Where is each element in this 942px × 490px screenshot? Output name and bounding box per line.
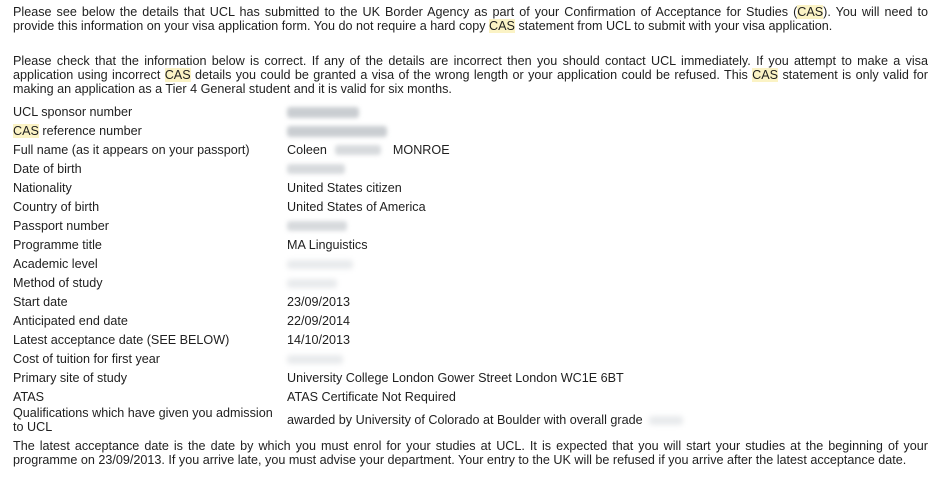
text-segment: Method of study <box>13 275 103 290</box>
redacted-value <box>649 416 683 425</box>
cas-search-highlight: CAS <box>752 68 779 82</box>
text-segment: Coleen <box>287 142 327 157</box>
table-row-country-of-birth <box>13 197 928 216</box>
row-value <box>287 333 928 347</box>
table-row-ucl-sponsor-number <box>13 102 928 121</box>
row-label <box>13 390 287 404</box>
row-label <box>13 371 287 385</box>
table-row-programme-title <box>13 235 928 254</box>
text-segment: ATAS Certificate Not Required <box>287 389 456 404</box>
table-row-primary-site-of-study <box>13 368 928 387</box>
row-value <box>287 105 928 119</box>
text-segment: statement is only valid for making an application as a Tier 4 General student and it is valid for six months. <box>13 68 928 96</box>
text-segment: United States of America <box>287 199 426 214</box>
redacted-value <box>287 355 343 364</box>
intro-paragraph <box>13 5 928 33</box>
text-segment: Qualifications which have given you admission to UCL <box>13 406 273 434</box>
text-segment: Nationality <box>13 180 72 195</box>
text-segment: Academic level <box>13 256 98 271</box>
row-label <box>13 200 287 214</box>
text-segment: statement from UCL to submit with your visa application. <box>514 19 833 33</box>
row-label <box>13 219 287 233</box>
row-label <box>13 352 287 366</box>
row-label <box>13 181 287 195</box>
row-value <box>287 162 928 176</box>
redacted-value <box>287 126 387 137</box>
row-label <box>13 406 287 434</box>
table-row-cas-reference-number <box>13 121 928 140</box>
text-segment: awarded by University of Colorado at Boulder with overall grade <box>287 413 643 427</box>
table-row-qualifications <box>13 406 928 434</box>
row-value <box>287 143 928 157</box>
table-row-passport-number <box>13 216 928 235</box>
row-value <box>287 200 928 214</box>
text-segment: Date of birth <box>13 161 82 176</box>
redacted-value <box>287 164 345 174</box>
table-row-method-of-study <box>13 273 928 292</box>
text-segment: The latest acceptance date is the date by which you must enrol for your studies at UCL. It is expected that you will start your studies at the beginning of your programme on 23/09/2013. If you arrive late, you must advise your department. Your entry to the UK will be refused if you arrive after the latest acceptance date. <box>13 439 928 467</box>
text-segment: reference number <box>38 123 142 138</box>
text-segment: Primary site of study <box>13 370 128 385</box>
text-segment: Country of birth <box>13 199 100 214</box>
text-segment: Full name (as it appears on your passport) <box>13 142 250 157</box>
cas-search-highlight: CAS <box>797 5 824 19</box>
row-value <box>287 314 928 328</box>
text-segment: Please check that the information below is correct. If any of the details are incorrect then you should contact UCL immediately. If you attempt to make a visa application using incorrect <box>13 54 928 82</box>
row-value <box>287 371 928 385</box>
row-label <box>13 124 287 138</box>
text-segment: United States citizen <box>287 180 402 195</box>
row-value <box>287 124 928 138</box>
text-segment: Programme title <box>13 237 102 252</box>
table-row-nationality <box>13 178 928 197</box>
redacted-value <box>287 260 353 269</box>
table-row-atas <box>13 387 928 406</box>
row-label <box>13 105 287 119</box>
latest-acceptance-paragraph <box>13 439 928 467</box>
cas-search-highlight: CAS <box>13 123 39 138</box>
row-label <box>13 257 287 271</box>
row-value <box>287 352 928 366</box>
row-value <box>287 413 928 427</box>
row-value <box>287 238 928 252</box>
text-segment: ). You will need to provide this information on your visa application form. You do not require a hard copy <box>13 5 928 33</box>
text-segment: Please see below the details that UCL has submitted to the UK Border Agency as part of your Confirmation of Acceptance for Studies ( <box>13 5 798 19</box>
text-segment: details you could be granted a visa of the wrong length or your application could be refused. This <box>190 68 753 82</box>
row-label <box>13 162 287 176</box>
table-row-cost-of-tuition <box>13 349 928 368</box>
row-value <box>287 276 928 290</box>
row-label <box>13 238 287 252</box>
row-value <box>287 219 928 233</box>
row-value <box>287 181 928 195</box>
text-segment: MA Linguistics <box>287 237 368 252</box>
row-label <box>13 276 287 290</box>
text-segment: 23/09/2013 <box>287 294 351 309</box>
row-value <box>287 257 928 271</box>
cas-details-table <box>13 102 928 434</box>
text-segment: 14/10/2013 <box>287 332 351 347</box>
redacted-value <box>287 279 337 288</box>
text-segment: ATAS <box>13 389 45 404</box>
text-segment: Cost of tuition for first year <box>13 351 160 366</box>
text-segment: Latest acceptance date (SEE BELOW) <box>13 332 230 347</box>
cas-search-highlight: CAS <box>164 68 191 82</box>
text-segment: Passport number <box>13 218 109 233</box>
text-segment: UCL sponsor number <box>13 104 133 119</box>
cas-search-highlight: CAS <box>489 19 515 33</box>
check-information-paragraph <box>13 54 928 96</box>
redacted-value <box>287 107 359 118</box>
table-row-anticipated-end-date <box>13 311 928 330</box>
row-value <box>287 390 928 404</box>
text-segment: Start date <box>13 294 68 309</box>
row-label <box>13 295 287 309</box>
table-row-full-name <box>13 140 928 159</box>
table-row-academic-level <box>13 254 928 273</box>
row-label <box>13 333 287 347</box>
redacted-value <box>287 221 347 231</box>
text-segment: MONROE <box>392 142 450 157</box>
table-row-date-of-birth <box>13 159 928 178</box>
row-value <box>287 295 928 309</box>
text-segment: University College London Gower Street London WC1E 6BT <box>287 370 624 385</box>
row-label <box>13 143 287 157</box>
table-row-start-date <box>13 292 928 311</box>
text-segment: Anticipated end date <box>13 313 128 328</box>
redacted-value <box>335 145 381 155</box>
table-row-latest-acceptance-date <box>13 330 928 349</box>
row-label <box>13 314 287 328</box>
text-segment: 22/09/2014 <box>287 313 351 328</box>
